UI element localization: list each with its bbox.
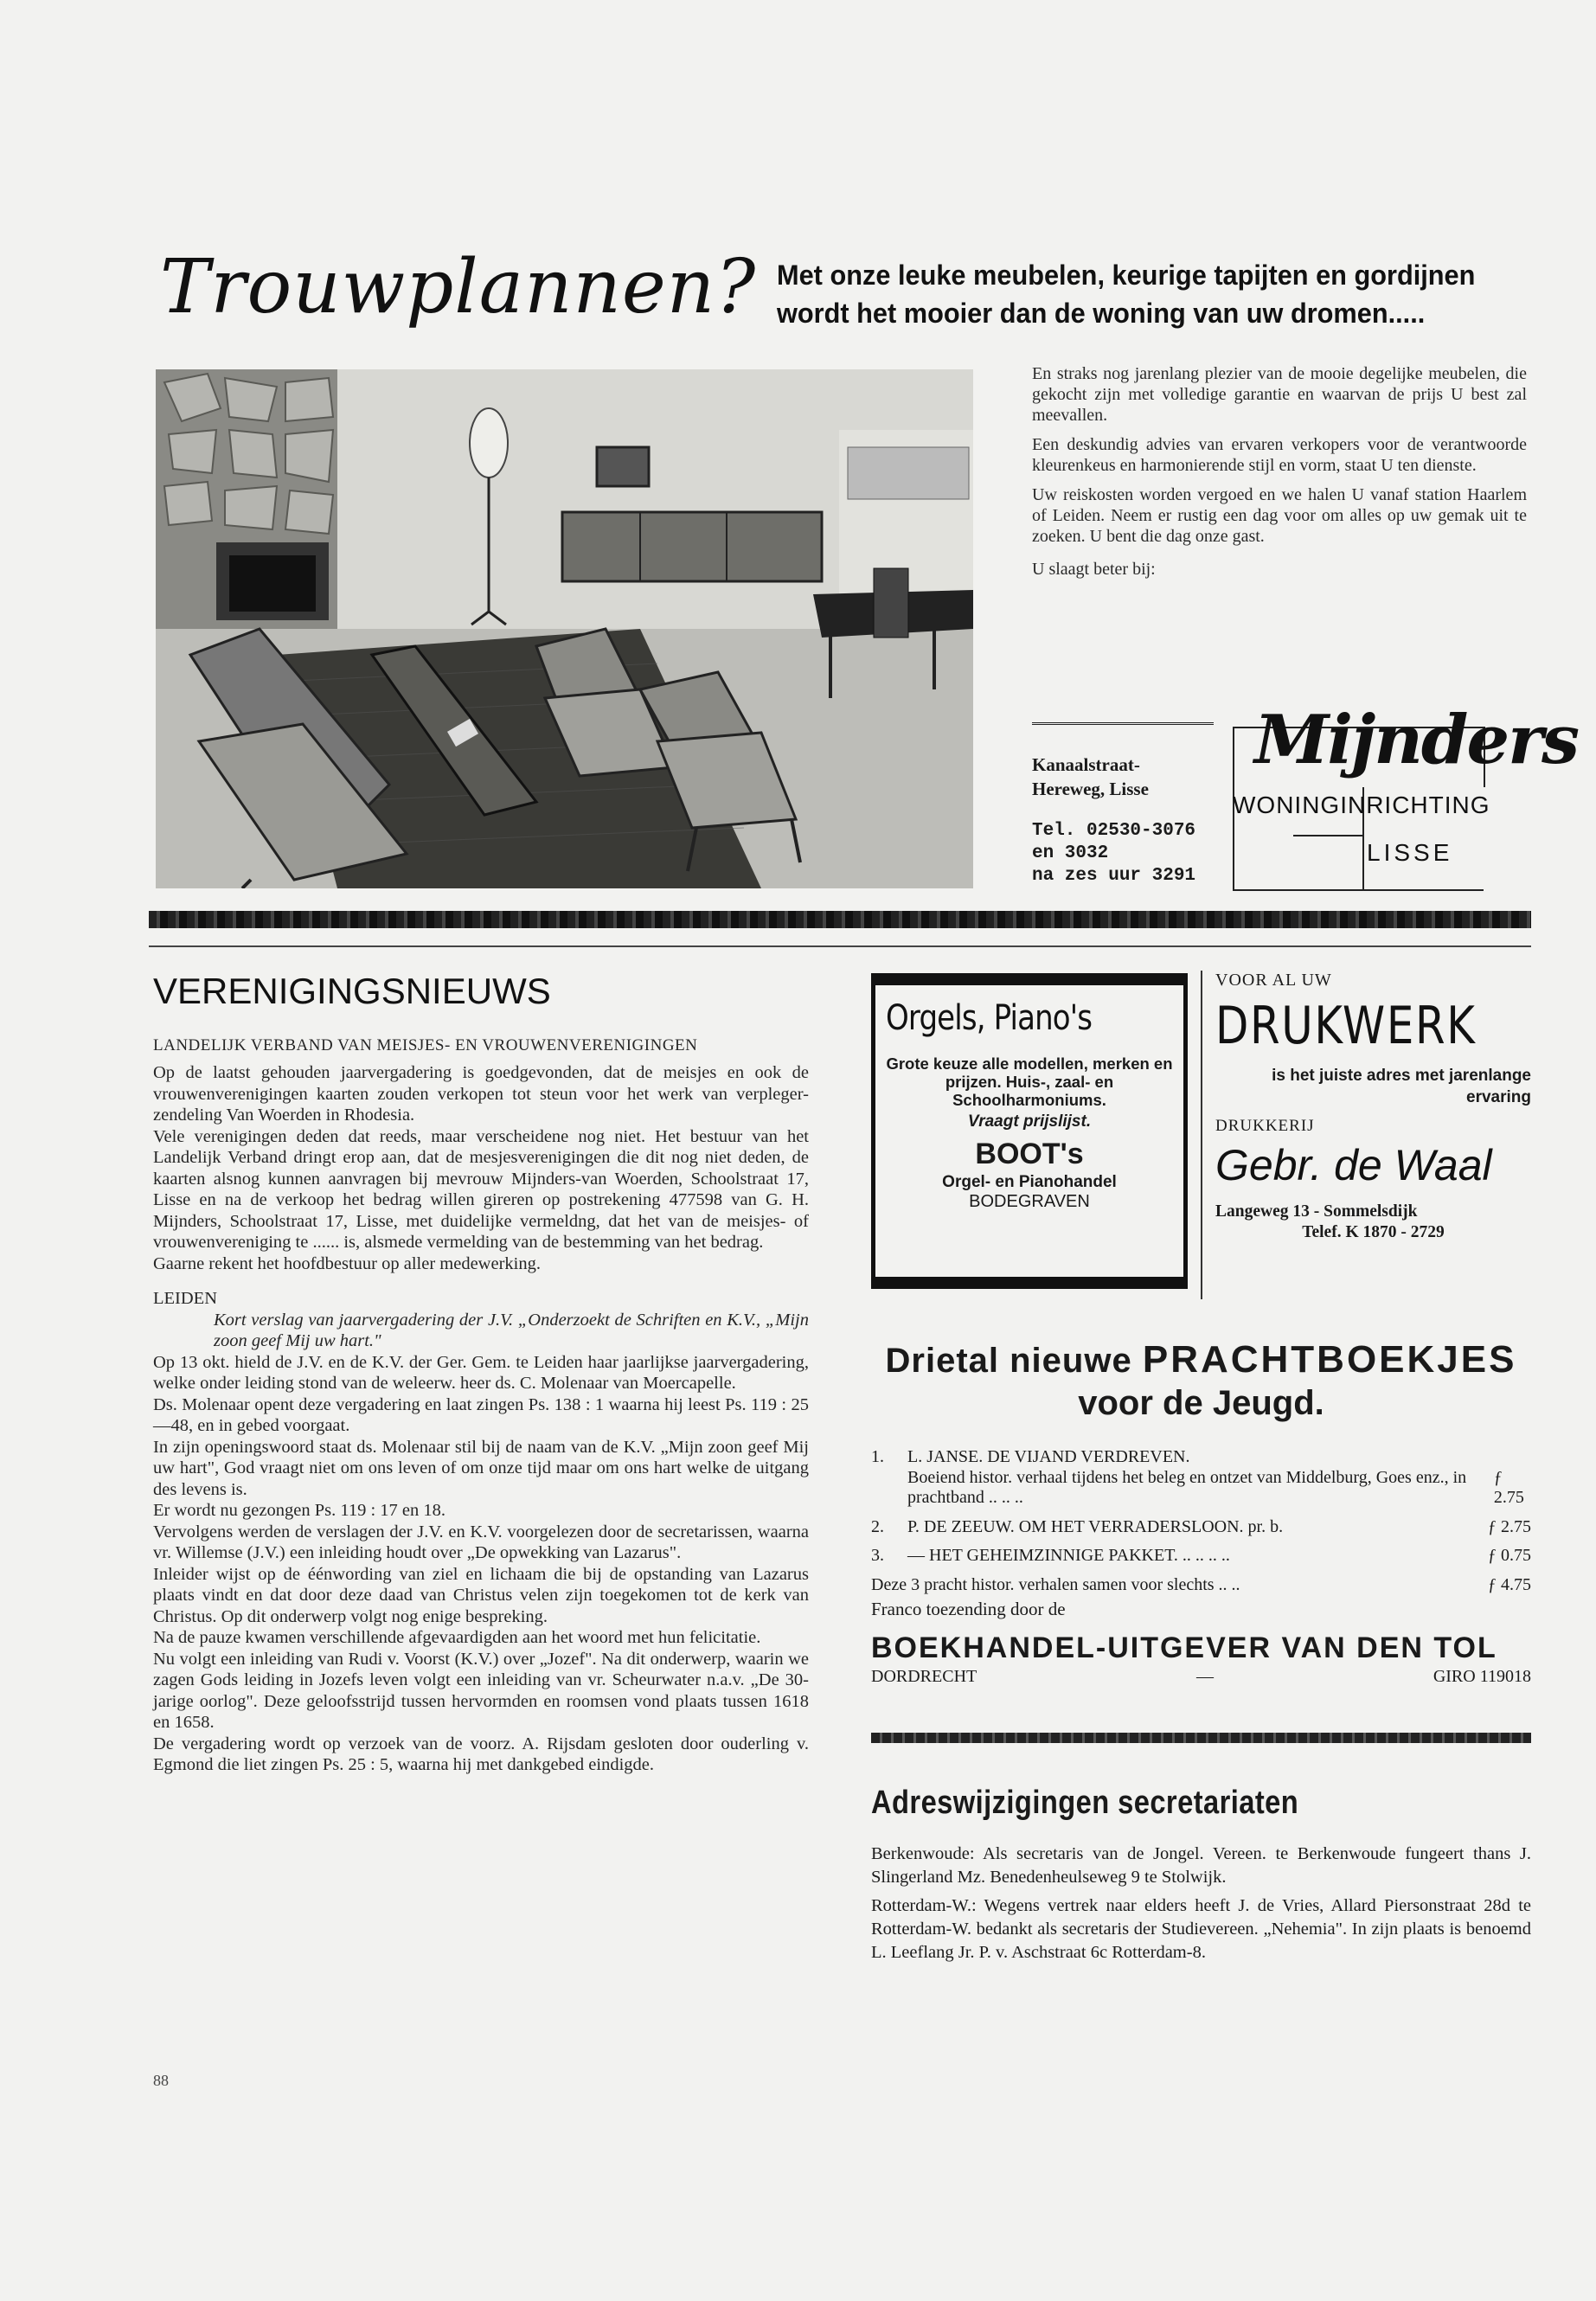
books-bundle <box>871 1575 1531 1596</box>
ad-copy <box>1032 363 1527 588</box>
report-paragraph: Er wordt nu gezongen Ps. 119 : 17 en 18. <box>153 1501 446 1520</box>
report-paragraph: Op 13 okt. hield de J.V. en de K.V. der Ger. Gem. te Leiden haar jaarlijkse jaarvergadering, welke onder leiding stond van de weleerw. heer ds. C. Molenaar van Moercapelle. <box>153 1352 809 1393</box>
ad-address-line: Hereweg, Lisse <box>1032 779 1149 799</box>
report-title: Kort verslag van jaarvergadering der J.V. „Onderzoekt de Schriften en K.V., „Mijn zoon geef Mij uw hart." <box>214 1310 809 1350</box>
book-number: 2. <box>871 1516 884 1536</box>
paragraph: Vele verenigingen deden dat reeds, maar verscheidene nog niet. Het bestuur van het Landelijk Verband dringt erop aan, dat de mesjesverenigingen die dit nog niet deden, de kaarten alsnog kunnen aanvragen bij mevrouw Mijnders-van Woerden, Schoolstraat 17, Lisse en na de verkoop het bedrag willen gireren op postrekening 477598 van G. H. Mijnders, Schoolstraat 17, Lisse, met duidelijke vermeldng, dat het van de meisjes- of vrouwenvereniging te ...... is, alsmede vermelding van de bestemming van het bedrag. <box>153 1126 809 1252</box>
ad-phone-line: en 3032 <box>1032 843 1109 863</box>
books-franco: Franco toezending door de <box>871 1599 1066 1619</box>
section-divider-line <box>149 945 1531 947</box>
book-title: P. DE ZEEUW. OM HET VERRADERSLOON. pr. b. <box>907 1516 1284 1536</box>
logo-frame-line <box>1293 835 1362 836</box>
report-paragraph: Inleider wijst op de éénwording van ziel en lichaam die bij de opstanding van Lazarus plaats vindt en dat door deze daad van Christus velen zijn toegekomen tot de kerk van Christus. Op dit onderwerp volgt nog enige bespreking. <box>153 1564 809 1626</box>
organ-ad-description: Grote keuze alle modellen, merken en prijzen. Huis-, zaal- en Schoolharmoniums. <box>886 1054 1173 1109</box>
ad-copy-paragraph: En straks nog jarenlang plezier van de mooie degelijke meubelen, die gekocht zijn met volledige garantie en waarvan de prijs U best zal meevallen. <box>1032 364 1527 425</box>
books-giro: GIRO 119018 <box>1433 1667 1531 1686</box>
showroom-illustration <box>156 369 973 888</box>
drukwerk-subtitle: is het juiste adres met jarenlange ervaring <box>1272 1067 1531 1106</box>
book-description: Boeiend histor. verhaal tijdens het beleg en ontzet van Middelburg, Goes enz., in prachtband .. .. .. <box>907 1467 1467 1507</box>
drukwerk-label: DRUKKERIJ <box>1215 1117 1315 1135</box>
paragraph: Gaarne rekent het hoofdbestuur op aller medewerking. <box>153 1253 541 1273</box>
book-item <box>871 1546 1531 1567</box>
books-bundle-text: Deze 3 pracht histor. verhalen samen voor slechts .. .. <box>871 1574 1240 1594</box>
book-item <box>871 1447 1531 1509</box>
drukwerk-address: Langeweg 13 - Sommelsdijk <box>1215 1202 1418 1221</box>
address-change-entry: Berkenwoude: Als secretaris van de Jongel. Vereen. te Berkenwoude fungeert thans J. Slingerland Mz. Benedenheulseweg 9 te Stolwijk. <box>871 1844 1531 1887</box>
paragraph: Op de laatst gehouden jaarvergadering is goedgevonden, dat de meisjes en ook de vrouwenverenigingen kaarten zouden verkopen tot steun voor het werk van verpleger-zendeling Van Woerden in Rhodesia. <box>153 1063 809 1125</box>
organ-ad-brand: BOOT's <box>975 1138 1084 1170</box>
book-number: 3. <box>871 1546 884 1565</box>
organ-ad <box>871 973 1188 1289</box>
drukwerk-phone: Telef. K 1870 - 2729 <box>1302 1223 1445 1241</box>
verenigingsnieuws-column <box>153 969 809 1776</box>
report-paragraph: Ds. Molenaar opent deze vergadering en laat zingen Ps. 138 : 1 waarna hij leest Ps. 119 : 25—48, en in gebed voorgaat. <box>153 1394 809 1435</box>
book-price: ƒ 0.75 <box>1488 1546 1531 1565</box>
books-subtitle: voor de Jeugd. <box>1078 1384 1324 1422</box>
ad-phone-line: Tel. 02530-3076 <box>1032 821 1196 841</box>
ad-headline: Trouwplannen? <box>160 244 757 330</box>
ad-phone-line: na zes uur 3291 <box>1032 866 1196 886</box>
furniture-showroom-photo <box>156 369 973 888</box>
logo-frame-line <box>1233 889 1484 891</box>
drukwerk-title: DRUKWERK <box>1215 996 1477 1056</box>
column-divider <box>1201 971 1202 1299</box>
ad-phone <box>1032 820 1195 888</box>
books-footer-dash: — <box>1196 1667 1215 1686</box>
books-city: DORDRECHT <box>871 1667 977 1686</box>
address-changes <box>871 1782 1531 1970</box>
books-list <box>871 1447 1531 1595</box>
ad-copy-paragraph: Uw reiskosten worden vergoed en we halen U vanaf station Haarlem of Leiden. Neem er rustig een dag voor om alles op uw gemak uit te zoeken. U bent die dag onze gast. <box>1032 485 1527 546</box>
books-title-b: PRACHTBOEKJES <box>1142 1338 1517 1381</box>
drukwerk-company: Gebr. de Waal <box>1215 1141 1492 1189</box>
ad-copy-paragraph: Een deskundig advies van ervaren verkopers voor de verantwoorde kleurenkeus en harmonierende stijl en vorm, staat U ten dienste. <box>1032 435 1527 475</box>
drukwerk-ad <box>1215 971 1531 1243</box>
book-price: ƒ 2.75 <box>1493 1467 1524 1507</box>
drukwerk-intro: VOOR AL UW <box>1215 971 1332 990</box>
books-title <box>871 1339 1531 1381</box>
organ-ad-ask: Vraagt prijslijst. <box>967 1112 1092 1131</box>
report-paragraph: Vervolgens werden de verslagen der J.V. en K.V. voorgelezen door de secretarissen, waarna vr. Willemse (J.V.) een inleiding houdt over „De opwekking van Lazarus". <box>153 1522 809 1562</box>
book-number: 1. <box>871 1447 884 1466</box>
page-number: 88 <box>153 2072 169 2089</box>
books-ad <box>871 1339 1531 1687</box>
organ-ad-shop: Orgel- en Pianohandel <box>942 1173 1117 1191</box>
ad-address <box>1032 753 1149 801</box>
city-heading: LEIDEN <box>153 1289 218 1308</box>
organ-ad-city: BODEGRAVEN <box>969 1192 1090 1211</box>
books-shop: BOEKHANDEL-UITGEVER VAN DEN TOL <box>871 1631 1497 1664</box>
section-divider-band <box>149 911 1531 928</box>
ad-address-line: Kanaalstraat- <box>1032 754 1140 775</box>
books-divider-band <box>871 1733 1531 1743</box>
address-change-entry: Rotterdam-W.: Wegens vertrek naar elders heeft J. de Vries, Allard Piersonstraat 28d te Rotterdam-W. bedankt als secretaris der Studievereen. „Nehemia". In zijn plaats is benoemd L. Leeflang Jr. P. v. Aschstraat 6c Rotterdam-8. <box>871 1896 1531 1962</box>
subhead: LANDELIJK VERBAND VAN MEISJES- EN VROUWENVERENIGINGEN <box>153 1036 698 1054</box>
address-changes-title: Adreswijzigingen secretariaten <box>871 1785 1299 1821</box>
report-paragraph: In zijn openingswoord staat ds. Molenaar stil bij de naam van de K.V. „Mijn zoon geef Mij uw hart", God vraagt niet om ons leven of om onze tijd maar om ons hart welke de uitgang des levens is. <box>153 1437 809 1499</box>
books-footer <box>871 1667 1531 1687</box>
logo-subtitle: WONINGINRICHTING <box>1233 792 1490 818</box>
books-bundle-price: ƒ 4.75 <box>1488 1574 1531 1594</box>
book-title: — HET GEHEIMZINNIGE PAKKET. .. .. .. .. <box>907 1546 1230 1565</box>
logo-city: LISSE <box>1367 839 1453 866</box>
book-title: L. JANSE. DE VIJAND VERDREVEN. <box>907 1447 1190 1466</box>
section-title: VERENIGINGSNIEUWS <box>153 971 551 1011</box>
book-price: ƒ 2.75 <box>1488 1516 1531 1536</box>
books-title-a: Drietal nieuwe <box>885 1342 1132 1380</box>
book-item <box>871 1517 1531 1538</box>
ad-slogan: U slaagt beter bij: <box>1032 560 1156 579</box>
mijnders-logo <box>1233 683 1579 891</box>
organ-ad-title: Orgels, Piano's <box>886 998 1093 1038</box>
ad-divider <box>1032 722 1214 727</box>
report-paragraph: Nu volgt een inleiding van Rudi v. Voorst (K.V.) over „Jozef". Na dit onderwerp, waarin we zagen Gods leiding in Jozefs leven volgt een inleiding van vr. Scheurwater n.a.v. „De 30-jarige oorlog". Deze geloofsstrijd tussen hervormden en roomsen vond plaats tussen 1618 en 1658. <box>153 1649 809 1732</box>
report-paragraph: Na de pauze kwamen verschillende afgevaardigden aan het woord met hun felicitatie. <box>153 1628 761 1647</box>
ad-tagline: Met onze leuke meubelen, keurige tapijten en gordijnen wordt het mooier dan de woning van uw dromen..... <box>777 260 1476 329</box>
logo-name: Mijnders <box>1254 701 1579 779</box>
report-paragraph: De vergadering wordt op verzoek van de voorz. A. Rijsdam gesloten door ouderling v. Egmond die liet zingen Ps. 25 : 5, waarna hij met dankgebed eindigde. <box>153 1734 809 1774</box>
